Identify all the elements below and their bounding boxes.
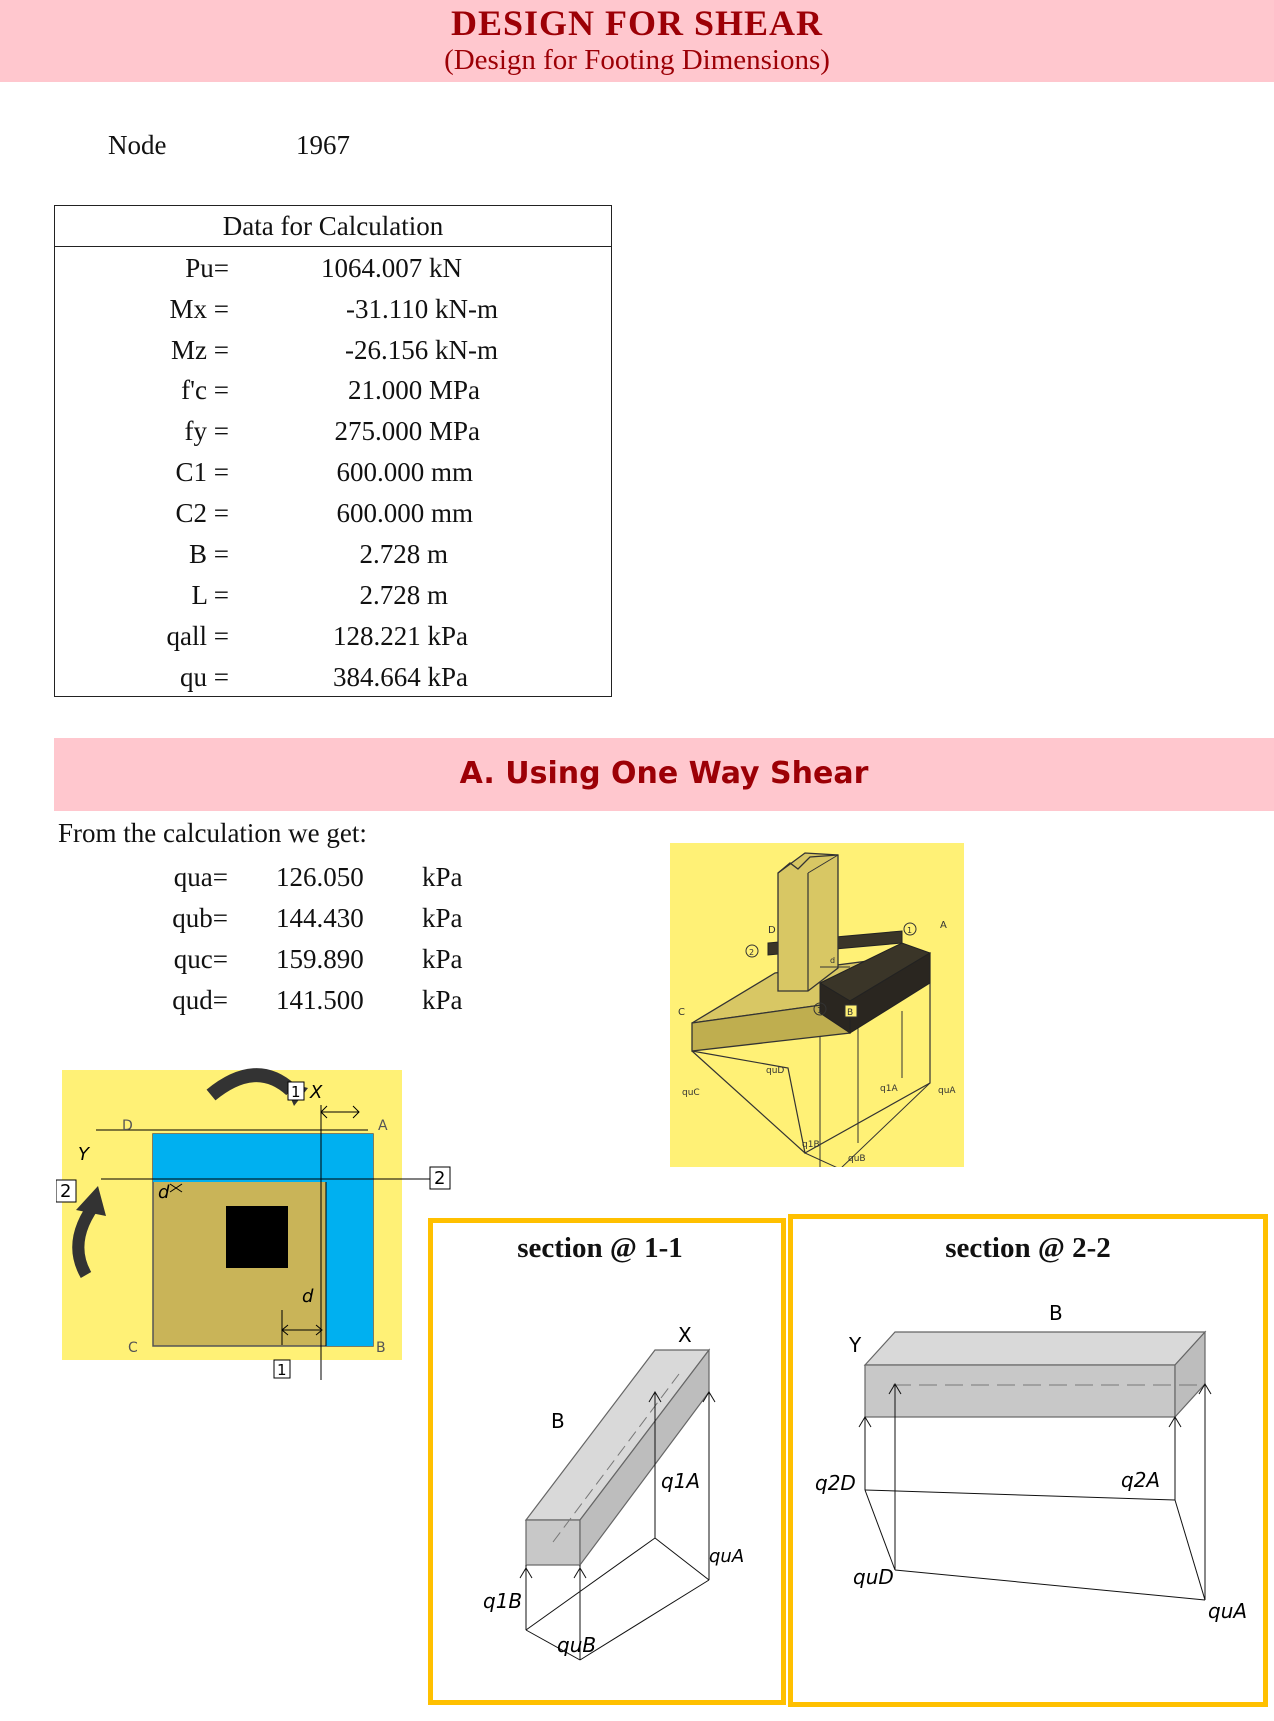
plan-view-drawing bbox=[56, 1060, 456, 1380]
plan-label-C: C bbox=[128, 1340, 138, 1356]
result-label-qud: qud= bbox=[172, 985, 228, 1015]
result-unit-qub: kPa bbox=[422, 903, 463, 933]
fig3d-label-A: A bbox=[940, 920, 947, 931]
page-title: DESIGN FOR SHEAR bbox=[450, 3, 824, 43]
data-label-b: B = bbox=[189, 539, 229, 569]
result-unit-qua: kPa bbox=[422, 862, 463, 892]
data-label-c2: C2 = bbox=[175, 498, 229, 528]
fig3d-label-B: B bbox=[847, 1008, 854, 1018]
data-value-b: 2.728 m bbox=[359, 539, 448, 569]
sec22-label-quD: quD bbox=[853, 1565, 894, 1589]
sec11-label-q1B: q1B bbox=[483, 1589, 523, 1613]
fig3d-label-quC: quC bbox=[682, 1088, 700, 1098]
fig3d-label-quB: quB bbox=[848, 1154, 866, 1164]
section-a-intro: From the calculation we get: bbox=[58, 818, 367, 848]
data-value-c1: 600.000 mm bbox=[336, 457, 473, 487]
data-value-pu: 1064.007 kN bbox=[321, 253, 462, 283]
result-value-qud: 141.500 bbox=[276, 985, 364, 1015]
fig3d-label-C: C bbox=[678, 1007, 685, 1018]
result-value-quc: 159.890 bbox=[276, 944, 364, 974]
page-subtitle: (Design for Footing Dimensions) bbox=[444, 44, 830, 76]
data-value-c2: 600.000 mm bbox=[336, 498, 473, 528]
sec22-label-quA: quA bbox=[1208, 1599, 1248, 1623]
result-value-qua: 126.050 bbox=[276, 862, 364, 892]
plan-strip-1 bbox=[326, 1134, 373, 1346]
plan-label-Y: Y bbox=[78, 1144, 89, 1165]
result-label-qub: qub= bbox=[172, 903, 228, 933]
data-value-qall: 128.221 kPa bbox=[333, 621, 468, 651]
sec11-label-X: X bbox=[678, 1323, 692, 1347]
fig3d-label-quD: quD bbox=[766, 1066, 785, 1076]
fig3d-marker-1b: 1 bbox=[817, 1006, 823, 1015]
plan-marker-1-bottom: 1 bbox=[277, 1361, 287, 1379]
footing-3d-drawing bbox=[670, 843, 964, 1167]
footing-3d-figure bbox=[670, 843, 964, 1167]
data-value-l: 2.728 m bbox=[359, 580, 448, 610]
plan-label-d-vert: d bbox=[302, 1286, 314, 1307]
section-11-drawing bbox=[433, 1280, 781, 1700]
result-unit-quc: kPa bbox=[422, 944, 463, 974]
section-22-drawing bbox=[793, 1280, 1263, 1700]
data-table-heading: Data for Calculation bbox=[54, 205, 612, 247]
fig3d-label-q1A: q1A bbox=[880, 1084, 898, 1094]
result-label-quc: quc= bbox=[173, 944, 228, 974]
data-value-qu: 384.664 kPa bbox=[333, 662, 468, 692]
plan-column bbox=[226, 1206, 288, 1268]
section-11-title: section @ 1-1 bbox=[517, 1232, 683, 1264]
data-label-qall: qall = bbox=[166, 621, 229, 651]
fig3d-label-d: d bbox=[830, 956, 836, 965]
sec11-label-quA: quA bbox=[709, 1546, 745, 1567]
sec11-label-q1A: q1A bbox=[661, 1469, 701, 1493]
plan-marker-2-right: 2 bbox=[434, 1168, 446, 1189]
data-label-qu: qu = bbox=[180, 662, 229, 692]
data-label-fc: f'c = bbox=[181, 375, 229, 405]
result-label-qua: qua= bbox=[173, 862, 228, 892]
data-label-mz: Mz = bbox=[171, 335, 229, 365]
plan-label-D: D bbox=[122, 1118, 133, 1134]
plan-label-d-horiz: d bbox=[158, 1182, 170, 1203]
data-value-mx: -31.110 kN-m bbox=[346, 294, 498, 324]
sec11-label-B: B bbox=[551, 1409, 565, 1433]
plan-label-X: X bbox=[310, 1082, 323, 1103]
data-label-mx: Mx = bbox=[169, 294, 229, 324]
node-value: 1967 bbox=[296, 130, 350, 160]
plan-view-figure bbox=[56, 1060, 456, 1380]
fig3d-marker-2: 2 bbox=[749, 948, 755, 957]
data-value-mz: -26.156 kN-m bbox=[345, 335, 498, 365]
sec22-label-q2A: q2A bbox=[1121, 1468, 1161, 1492]
node-label: Node bbox=[108, 130, 167, 160]
result-unit-qud: kPa bbox=[422, 985, 463, 1015]
fig3d-marker-1: 1 bbox=[907, 926, 913, 935]
plan-marker-2-left: 2 bbox=[60, 1181, 72, 1202]
plan-marker-1-top: 1 bbox=[291, 1083, 301, 1101]
data-label-fy: fy = bbox=[184, 416, 229, 446]
fig3d-label-D: D bbox=[768, 925, 776, 936]
data-label-c1: C1 = bbox=[175, 457, 229, 487]
section-a-title: A. Using One Way Shear bbox=[459, 756, 869, 791]
sec22-label-Y: Y bbox=[849, 1333, 862, 1357]
data-value-fc: 21.000 MPa bbox=[347, 375, 480, 405]
data-label-pu: Pu= bbox=[185, 253, 229, 283]
sec22-label-B: B bbox=[1049, 1301, 1063, 1325]
fig3d-label-q1B: q1B bbox=[802, 1140, 820, 1150]
plan-label-B: B bbox=[376, 1340, 386, 1356]
sec22-label-q2D: q2D bbox=[815, 1471, 856, 1495]
data-value-fy: 275.000 MPa bbox=[334, 416, 480, 446]
section-22-title: section @ 2-2 bbox=[945, 1232, 1111, 1264]
fig3d-label-quA: quA bbox=[938, 1086, 956, 1096]
data-label-l: L = bbox=[191, 580, 229, 610]
plan-label-A: A bbox=[378, 1118, 388, 1134]
sec11-label-quB: quB bbox=[557, 1633, 597, 1657]
result-value-qub: 144.430 bbox=[276, 903, 364, 933]
